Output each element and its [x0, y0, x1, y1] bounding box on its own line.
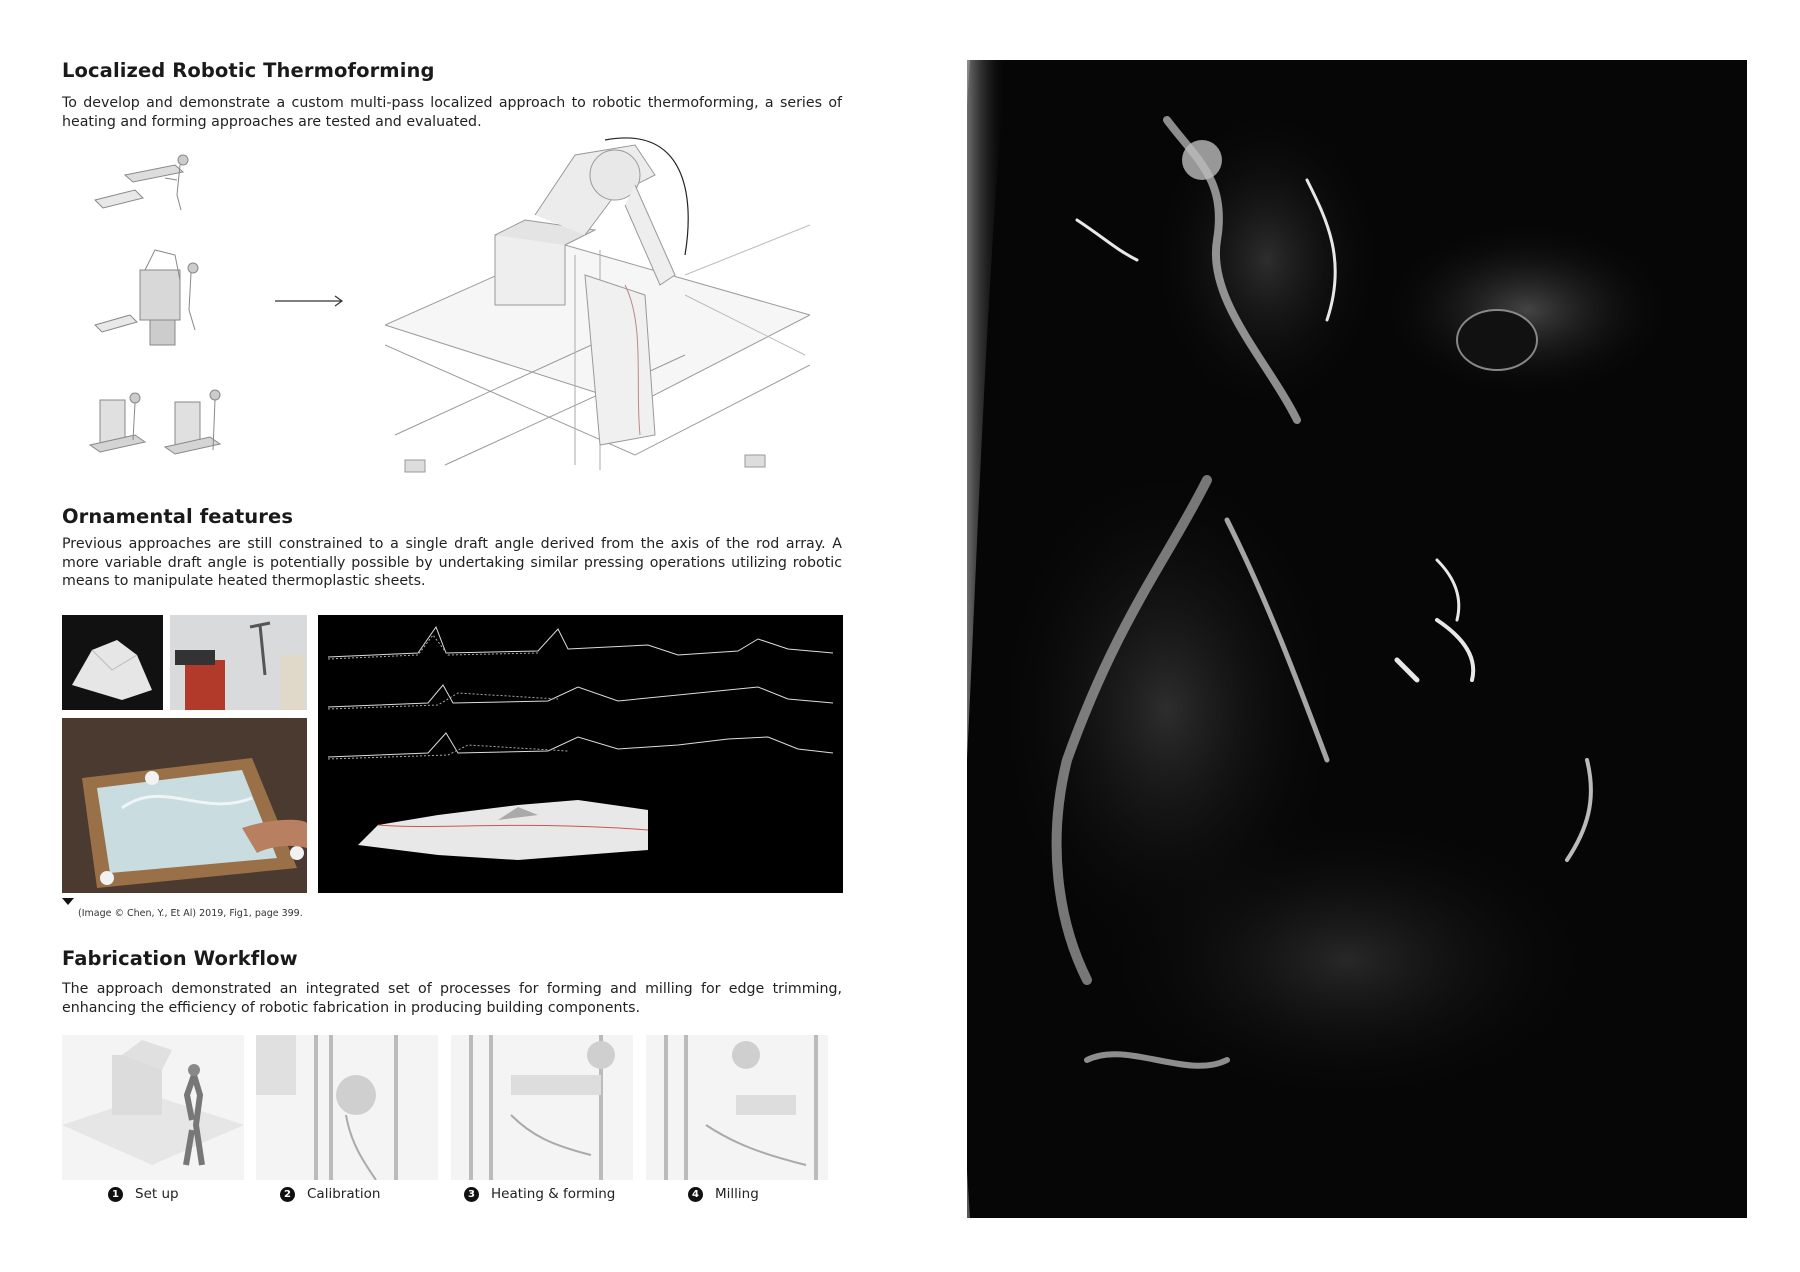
workflow-panel-calibration: [256, 1035, 438, 1180]
step-label: Heating & forming: [491, 1186, 616, 1202]
process-sketches: [85, 150, 225, 480]
photo-robot-workstation: [170, 615, 307, 710]
photo-formed-sheet: [62, 615, 163, 710]
profile-sections-panel: [318, 615, 843, 893]
image-caption: (Image © Chen, Y., Et Al) 2019, Fig1, page 399.: [78, 908, 303, 919]
workflow-panel-heating-forming: [451, 1035, 633, 1180]
photo-heated-sheet-frame: [62, 718, 307, 893]
step-label: Milling: [715, 1186, 759, 1202]
thermoformed-surface-photo: [967, 60, 1747, 1218]
step-milling: [688, 1186, 759, 1202]
step-number: 1: [108, 1187, 123, 1202]
step-heating-forming: [464, 1186, 615, 1202]
section2-title: Ornamental features: [62, 505, 294, 528]
section3-body: The approach demonstrated an integrated set of processes for forming and milling for edge trimming, enhancing the efficiency of robotic fabrication in producing building components.: [62, 981, 842, 1016]
arrow-right-icon: [275, 294, 345, 308]
section1-title: Localized Robotic Thermoforming: [62, 59, 435, 82]
step-number: 3: [464, 1187, 479, 1202]
robot-rig-drawing: [385, 135, 810, 495]
workflow-panel-setup: [62, 1035, 244, 1180]
step-calibration: [280, 1186, 380, 1202]
section2-body: Previous approaches are still constrained to a single draft angle derived from the axis of the rod array. A more variable draft angle is potentially possible by undertaking similar pressing operations utilizing robotic means to manipulate heated thermoplastic sheets.: [62, 536, 842, 590]
section3-title: Fabrication Workflow: [62, 947, 298, 970]
step-number: 4: [688, 1187, 703, 1202]
step-label: Calibration: [307, 1186, 381, 1202]
step-label: Set up: [135, 1186, 179, 1202]
step-setup: [108, 1186, 179, 1202]
section1-body: To develop and demonstrate a custom multi-pass localized approach to robotic thermoforming, a series of heating and forming approaches are tested and evaluated.: [62, 95, 842, 130]
workflow-panel-milling: [646, 1035, 828, 1180]
step-number: 2: [280, 1187, 295, 1202]
triangle-down-icon: [62, 898, 74, 906]
